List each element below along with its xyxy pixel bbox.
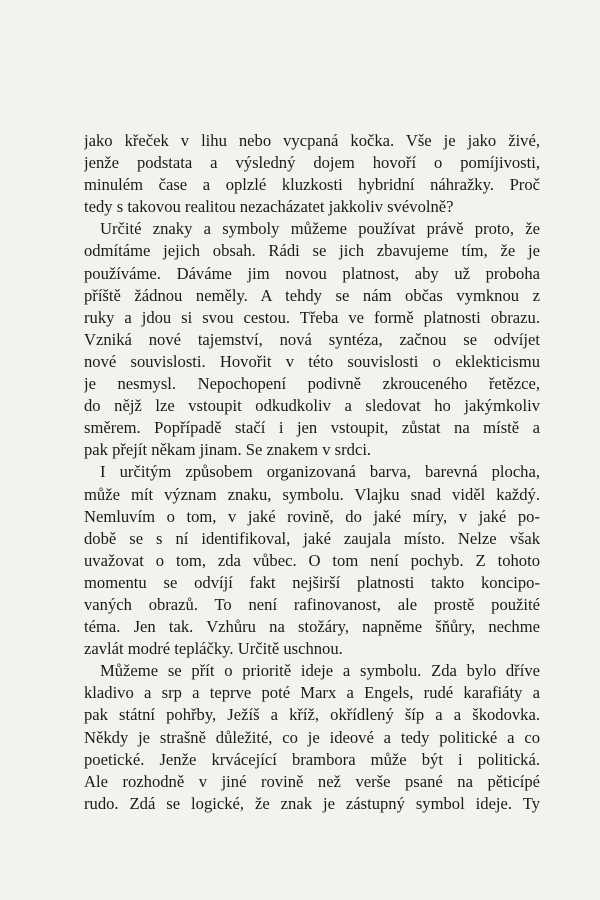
text-line: době se s ní identifikoval, jaké zaujala místo. Nelze však <box>84 528 540 548</box>
text-line: I určitým způsobem organizovaná barva, barevná plocha, <box>100 462 540 482</box>
text-line: ruky a jdou si svou cestou. Třeba ve formě platnosti obrazu. <box>84 307 540 327</box>
text-line: Ale rozhodně v jiné rovině než verše psané na pěticípé <box>84 771 540 791</box>
text-line: může mít význam znaku, symbolu. Vlajku snad viděl každý. <box>84 484 540 504</box>
text-line: Někdy je strašně důležité, co je ideové a tedy politické a co <box>84 727 540 747</box>
text-line: jako křeček v lihu nebo vycpaná kočka. Vše je jako živé, <box>84 131 540 150</box>
text-line: pak přejít někam jinam. Se znakem v srdci. <box>84 440 372 460</box>
text-line: rudo. Zdá se logické, že znak je zástupný symbol ideje. Ty <box>84 793 540 813</box>
text-line: Určité znaky a symboly můžeme používat právě proto, že <box>100 219 540 239</box>
text-line: minulém čase a oplzlé kluzkosti hybridní náhražky. Proč <box>84 175 540 195</box>
text-line: vaných obrazů. To není rafinovanost, ale prostě použité <box>84 594 540 614</box>
paragraph-1 <box>84 130 540 218</box>
text-line: téma. Jen tak. Vzhůru na stožáry, napněme šňůry, nechme <box>84 617 540 637</box>
text-line: do nějž lze vstoupit odkudkoliv a sledovat ho jakýmkoliv <box>84 396 540 416</box>
text-line: tedy s takovou realitou nezacházatet jakkoliv svévolně? <box>84 197 454 217</box>
text-line: poetické. Jenže krvácející brambora může být i politická. <box>84 749 540 769</box>
text-line: směrem. Popřípadě stačí i jen vstoupit, zůstat na místě a <box>84 418 540 438</box>
text-line: uvažovat o tom, zda vůbec. O tom není pochyb. Z tohoto <box>84 550 540 570</box>
text-line: momentu se odvíjí fakt nejširší platnosti takto koncipo- <box>84 572 540 592</box>
text-line: Nemluvím o tom, v jaké rovině, do jaké míry, v jaké po- <box>84 506 540 526</box>
text-line: nové souvislosti. Hovořit v této souvislosti o eklekticismu <box>84 351 540 371</box>
document-page <box>84 130 540 815</box>
text-line: kladivo a srp a teprve poté Marx a Engels, rudé karafiáty a <box>84 683 540 703</box>
text-line: Můžeme se přít o prioritě ideje a symbolu. Zda bylo dříve <box>100 661 540 681</box>
text-line: jenže podstata a výsledný dojem hovoří o pomíjivosti, <box>84 153 540 173</box>
text-line: odmítáme jejich obsah. Rádi se jich zbavujeme tím, že je <box>84 241 540 261</box>
paragraph-2 <box>84 218 540 461</box>
text-line: je nesmysl. Nepochopení podivně zkrouceného řetězce, <box>84 374 540 394</box>
text-line: Vzniká nové tajemství, nová syntéza, začnou se odvíjet <box>84 329 540 349</box>
text-line: pak státní pohřby, Ježíš a kříž, okřídlený šíp a a škodovka. <box>84 705 540 725</box>
text-line: používáme. Dáváme jim novou platnost, aby už proboha <box>84 263 540 283</box>
paragraph-3 <box>84 461 540 660</box>
paragraph-4 <box>84 660 540 815</box>
text-line: příště žádnou neměly. A tehdy se nám občas vymknou z <box>84 285 540 305</box>
text-line: zavlát modré tepláčky. Určitě uschnou. <box>84 639 343 659</box>
